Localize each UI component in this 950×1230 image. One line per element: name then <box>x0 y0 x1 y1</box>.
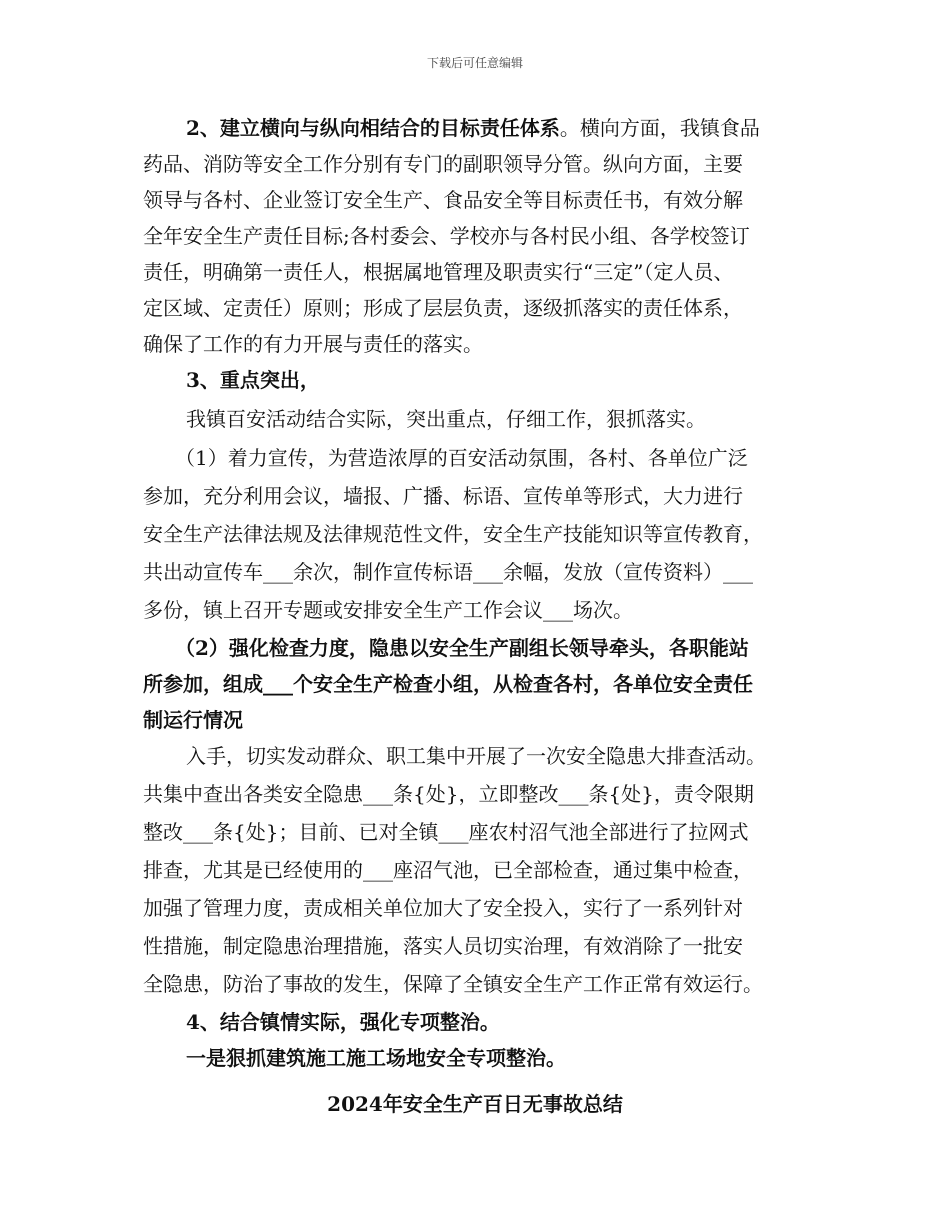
paragraph-2-line-4: 全年安全生产责任目标;各村委会、学校亦与各村民小组、各学校签订 <box>143 224 750 248</box>
item-2-body-line-6: 性措施，制定隐患治理措施，落实人员切实治理，有效消除了一批安 <box>143 934 743 958</box>
section-3-intro: 我镇百安活动结合实际，突出重点，仔细工作，狠抓落实。 <box>186 407 706 431</box>
section-4-heading: 4、结合镇情实际，强化专项整治。 <box>186 1010 500 1034</box>
paragraph-2-line-2: 药品、消防等安全工作分别有专门的副职领导分管。纵向方面，主要 <box>143 152 743 176</box>
page-header-note: 下载后可任意编辑 <box>426 56 523 70</box>
item-2-body-line-2: 共集中查出各类安全隐患___条{处}，立即整改___条{处}，责令限期 <box>143 782 754 806</box>
section-3-heading: 3、重点突出， <box>186 368 320 392</box>
paragraph-2-line-7: 确保了工作的有力开展与责任的落实。 <box>143 332 483 356</box>
item-2-line-2: 所参加，组成___个安全生产检查小组，从检查各村，各单位安全责任 <box>143 672 753 696</box>
item-2-line-3: 制运行情况 <box>143 708 243 732</box>
paragraph-2-line-1 <box>186 114 760 142</box>
section-4-subheading: 一是狠抓建筑施工施工场地安全专项整治。 <box>186 1046 566 1070</box>
item-1-line-1: （1）着力宣传，为营造浓厚的百安活动氛围，各村、各单位广泛 <box>175 446 748 470</box>
document-title: 2024年安全生产百日无事故总结 <box>327 1092 623 1116</box>
item-2-body-line-1: 入手，切实发动群众、职工集中开展了一次安全隐患大排查活动。 <box>186 744 766 768</box>
paragraph-2-line-5: 责任，明确第一责任人，根据属地管理及职责实行“三定”（定人员、 <box>143 260 734 284</box>
paragraph-2-line-6: 定区域、定责任）原则；形成了层层负责，逐级抓落实的责任体系， <box>143 296 743 320</box>
item-1-line-4: 共出动宣传车___余次，制作宣传标语___余幅，发放（宣传资料）___ <box>143 560 753 584</box>
item-2-body-line-5: 加强了管理力度，责成相关单位加大了安全投入，实行了一系列针对 <box>143 896 743 920</box>
item-2-body-line-4: 排查，尤其是已经使用的___座沼气池，已全部检查，通过集中检查， <box>143 858 753 882</box>
paragraph-2-first-text: 。横向方面，我镇食品 <box>559 116 760 140</box>
item-1-line-3: 安全生产法律法规及法律规范性文件，安全生产技能知识等宣传教育， <box>143 522 763 546</box>
item-2-line-1: （2）强化检查力度，隐患以安全生产副组长领导牵头，各职能站 <box>175 636 749 660</box>
paragraph-2-line-3: 领导与各村、企业签订安全生产、食品安全等目标责任书，有效分解 <box>143 188 743 212</box>
item-1-line-5: 多份，镇上召开专题或安排安全生产工作会议___场次。 <box>143 598 633 622</box>
item-2-body-line-7: 全隐患，防治了事故的发生，保障了全镇安全生产工作正常有效运行。 <box>143 972 763 996</box>
item-2-body-line-3: 整改___条{处}；目前、已对全镇___座农村沼气池全部进行了拉网式 <box>143 820 749 844</box>
paragraph-2-heading: 2、建立横向与纵向相结合的目标责任体系 <box>186 116 560 140</box>
item-1-line-2: 参加，充分利用会议，墙报、广播、标语、宣传单等形式，大力进行 <box>143 484 743 508</box>
